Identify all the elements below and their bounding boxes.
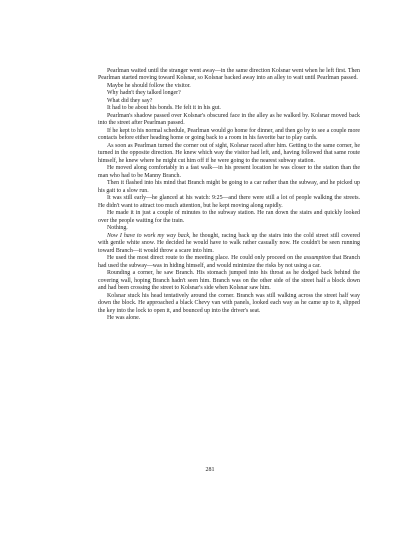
paragraph: Pearlman waited until the stranger went away—in the same direction Kolsnar went when he left first. Then Pearlman started moving toward Kolsnar, so Kolsnar backed away into an alley to wait until Pearlman passed. — [98, 68, 360, 82]
paragraph: Pearlman's shadow passed over Kolsnar's obscured face in the alley as he walked by. Kolsnar moved back into the street after Pearlman passed. — [98, 112, 360, 127]
paragraph: Maybe he should follow the visitor. — [107, 82, 191, 89]
paragraph: He moved along comfortably in a fast walk—in his present location he was closer to the station than the man who had to be Manny Branch. — [98, 165, 360, 179]
paragraph: What did they say? — [107, 97, 153, 104]
paragraph: He made it in just a couple of minutes to the subway station. He ran down the stairs and quickly looked over the people waiting for the train. — [98, 210, 360, 224]
paragraph: Then it flashed into his mind that Branch might be going to a car rather than the subway, and he picked up his gait to a slow run. — [98, 180, 360, 194]
italic-text: Now I have to work my way back, — [107, 232, 191, 239]
paragraph: He was alone. — [107, 314, 141, 321]
paragraph: He used the most direct route to the meeting place. He could only proceed on the assumption that Branch had used the subway—was in hiding himself, and would minimize the risks by not using a car. — [98, 255, 361, 269]
paragraph: Nothing. — [107, 225, 128, 232]
page-number: 281 — [205, 467, 215, 473]
italic-text: assumption — [303, 255, 331, 262]
paragraph: Why hadn't they talked longer? — [107, 90, 181, 97]
paragraph: It was still early—he glanced at his watch: 9:25—and there were still a lot of people walking the streets. He didn't want to attract too much attention, but he kept moving along rapidly. — [98, 195, 360, 209]
paragraph: If he kept to his normal schedule, Pearlman would go home for dinner, and then go by to see a couple more contacts before either heading home or going back to a room in his favorite bar to play cards. — [98, 127, 360, 142]
paragraph: Kolsnar stuck his head tentatively around the corner. Branch was still walking across the street half way down the block. He approached a black Chevy van with panels, looked each way as he came up to it, slipped the key into the lock to open it, and bounced up into the driver's seat. — [98, 292, 360, 314]
paragraph: Now I have to work my way back, he thought, racing back up the stairs into the cold street still covered with gentle white snow. He decided he would have to walk rather casually now. He couldn't be seen running toward Branch—it would throw a scare into him. — [98, 232, 360, 254]
paragraph: It had to be about his bonds. He felt it in his gut. — [107, 105, 221, 112]
paragraph: As soon as Pearlman turned the corner out of sight, Kolsnar raced after him. Getting to the same corner, he turned in the opposite direction. He knew which way the visitor had left, and, having followed that same route himself, he knew where he might cut him off if he were going to the nearest subway station. — [98, 142, 360, 164]
body-text — [98, 68, 360, 322]
paragraph: Rounding a corner, he saw Branch. His stomach jumped into his throat as he dodged back behind the covering wall, hoping Branch hadn't seen him. Branch was on the other side of the street half a block down and had been crossing the street to Kolsnar's side when Kolsnar saw him. — [98, 270, 360, 292]
